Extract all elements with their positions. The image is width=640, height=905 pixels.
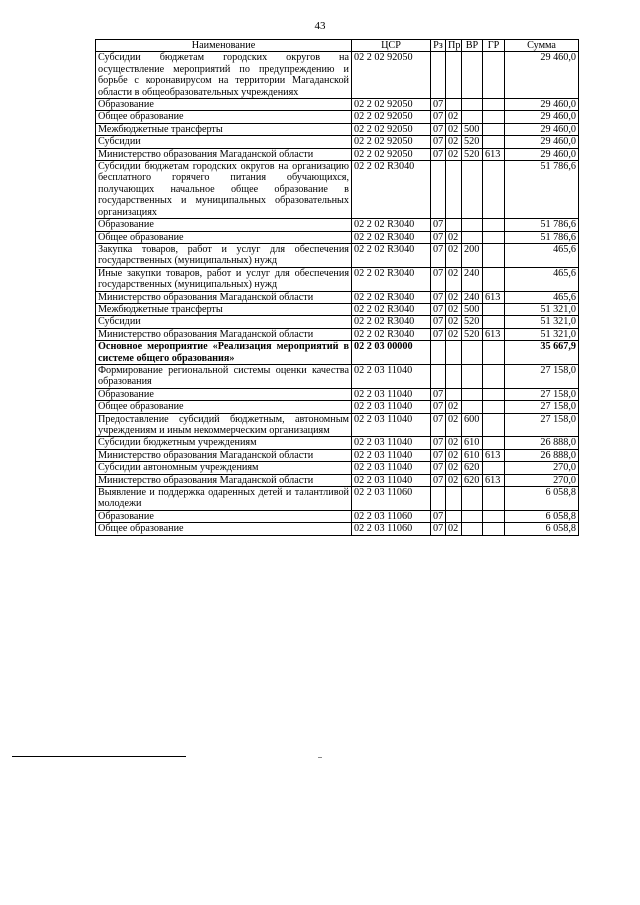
cell-csr: 02 2 03 11040	[352, 413, 431, 437]
cell-csr: 02 2 03 11040	[352, 401, 431, 413]
header-vr: ВР	[462, 40, 483, 52]
cell-rz: 07	[431, 474, 446, 486]
cell-csr: 02 2 03 11040	[352, 437, 431, 449]
cell-sum: 26 888,0	[505, 437, 579, 449]
cell-name: Общее образование	[96, 401, 352, 413]
header-csr: ЦСР	[352, 40, 431, 52]
cell-pr: 02	[446, 136, 462, 148]
cell-vr	[462, 52, 483, 99]
table-row	[96, 388, 579, 400]
cell-name: Выявление и поддержка одаренных детей и талантливой молодежи	[96, 487, 352, 511]
table-row	[96, 462, 579, 474]
cell-vr: 500	[462, 123, 483, 135]
table-row	[96, 487, 579, 511]
cell-csr: 02 2 03 11040	[352, 474, 431, 486]
header-pr: Пр	[446, 40, 462, 52]
cell-csr: 02 2 02 92050	[352, 99, 431, 111]
cell-sum: 29 460,0	[505, 148, 579, 160]
cell-rz: 07	[431, 388, 446, 400]
cell-csr: 02 2 03 11040	[352, 462, 431, 474]
cell-gr: 613	[483, 328, 505, 340]
cell-gr	[483, 462, 505, 474]
cell-vr: 620	[462, 474, 483, 486]
cell-csr: 02 2 02 R3040	[352, 231, 431, 243]
cell-csr: 02 2 02 R3040	[352, 291, 431, 303]
cell-pr	[446, 219, 462, 231]
cell-sum: 465,6	[505, 291, 579, 303]
cell-sum: 27 158,0	[505, 401, 579, 413]
cell-csr: 02 2 03 11060	[352, 510, 431, 522]
cell-vr	[462, 523, 483, 535]
table-row	[96, 161, 579, 219]
table-row	[96, 449, 579, 461]
cell-gr: 613	[483, 449, 505, 461]
cell-name: Образование	[96, 219, 352, 231]
cell-pr: 02	[446, 462, 462, 474]
cell-rz: 07	[431, 267, 446, 291]
cell-gr	[483, 487, 505, 511]
cell-csr: 02 2 02 92050	[352, 123, 431, 135]
cell-vr: 240	[462, 291, 483, 303]
cell-csr: 02 2 02 R3040	[352, 161, 431, 219]
cell-csr: 02 2 03 00000	[352, 341, 431, 365]
budget-table	[95, 39, 579, 536]
cell-csr: 02 2 03 11040	[352, 364, 431, 388]
cell-sum: 27 158,0	[505, 364, 579, 388]
cell-rz: 07	[431, 148, 446, 160]
cell-pr: 02	[446, 123, 462, 135]
cell-csr: 02 2 02 R3040	[352, 303, 431, 315]
cell-gr	[483, 316, 505, 328]
cell-gr	[483, 161, 505, 219]
cell-gr: 613	[483, 291, 505, 303]
cell-name: Субсидии автономным учреждениям	[96, 462, 352, 474]
cell-name: Образование	[96, 99, 352, 111]
cell-gr	[483, 341, 505, 365]
cell-sum: 6 058,8	[505, 487, 579, 511]
cell-csr: 02 2 02 92050	[352, 52, 431, 99]
cell-pr	[446, 388, 462, 400]
cell-vr: 520	[462, 316, 483, 328]
cell-rz	[431, 341, 446, 365]
cell-pr	[446, 487, 462, 511]
cell-gr	[483, 523, 505, 535]
cell-vr: 600	[462, 413, 483, 437]
cell-name: Министерство образования Магаданской области	[96, 328, 352, 340]
cell-vr: 500	[462, 303, 483, 315]
cell-sum: 270,0	[505, 474, 579, 486]
cell-pr: 02	[446, 523, 462, 535]
table-row	[96, 328, 579, 340]
cell-csr: 02 2 03 11060	[352, 487, 431, 511]
table-body	[96, 52, 579, 535]
cell-sum: 29 460,0	[505, 136, 579, 148]
cell-sum: 26 888,0	[505, 449, 579, 461]
cell-rz	[431, 364, 446, 388]
cell-vr	[462, 231, 483, 243]
cell-sum: 29 460,0	[505, 111, 579, 123]
cell-rz	[431, 161, 446, 219]
header-sum: Сумма	[505, 40, 579, 52]
cell-pr: 02	[446, 267, 462, 291]
cell-gr	[483, 123, 505, 135]
cell-name: Образование	[96, 388, 352, 400]
cell-pr	[446, 161, 462, 219]
cell-rz: 07	[431, 437, 446, 449]
cell-vr: 240	[462, 267, 483, 291]
table-row	[96, 510, 579, 522]
header-gr: ГР	[483, 40, 505, 52]
cell-pr	[446, 52, 462, 99]
cell-gr	[483, 437, 505, 449]
cell-csr: 02 2 02 92050	[352, 136, 431, 148]
cell-pr: 02	[446, 291, 462, 303]
table-row	[96, 437, 579, 449]
cell-pr	[446, 364, 462, 388]
cell-gr	[483, 99, 505, 111]
cell-vr	[462, 341, 483, 365]
cell-name: Министерство образования Магаданской области	[96, 148, 352, 160]
table-row	[96, 243, 579, 267]
page-number: 43	[314, 20, 326, 32]
cell-sum: 465,6	[505, 267, 579, 291]
cell-gr	[483, 243, 505, 267]
cell-sum: 51 786,6	[505, 161, 579, 219]
scan-mark	[318, 757, 322, 758]
cell-gr	[483, 303, 505, 315]
table-row	[96, 111, 579, 123]
cell-sum: 29 460,0	[505, 99, 579, 111]
cell-csr: 02 2 03 11040	[352, 449, 431, 461]
table-row	[96, 413, 579, 437]
cell-sum: 51 321,0	[505, 303, 579, 315]
cell-sum: 51 786,6	[505, 231, 579, 243]
table-header-row	[96, 40, 579, 52]
table-row	[96, 523, 579, 535]
cell-gr	[483, 231, 505, 243]
table-row	[96, 364, 579, 388]
cell-vr	[462, 364, 483, 388]
cell-name: Субсидии	[96, 316, 352, 328]
cell-pr: 02	[446, 148, 462, 160]
cell-vr	[462, 111, 483, 123]
table-row	[96, 303, 579, 315]
cell-sum: 29 460,0	[505, 52, 579, 99]
cell-rz: 07	[431, 136, 446, 148]
cell-pr	[446, 341, 462, 365]
cell-vr: 620	[462, 462, 483, 474]
cell-sum: 27 158,0	[505, 388, 579, 400]
cell-vr	[462, 388, 483, 400]
cell-name: Общее образование	[96, 111, 352, 123]
cell-sum: 51 321,0	[505, 316, 579, 328]
cell-rz: 07	[431, 510, 446, 522]
cell-rz	[431, 52, 446, 99]
cell-vr	[462, 99, 483, 111]
cell-gr	[483, 52, 505, 99]
cell-csr: 02 2 02 92050	[352, 148, 431, 160]
cell-rz: 07	[431, 328, 446, 340]
cell-vr: 610	[462, 449, 483, 461]
cell-gr	[483, 364, 505, 388]
cell-name: Министерство образования Магаданской области	[96, 291, 352, 303]
cell-name: Межбюджетные трансферты	[96, 303, 352, 315]
header-rz: Рз	[431, 40, 446, 52]
cell-pr: 02	[446, 316, 462, 328]
table-row	[96, 52, 579, 99]
cell-rz: 07	[431, 449, 446, 461]
cell-gr	[483, 267, 505, 291]
cell-name: Общее образование	[96, 523, 352, 535]
cell-rz: 07	[431, 413, 446, 437]
cell-rz: 07	[431, 291, 446, 303]
cell-rz: 07	[431, 123, 446, 135]
cell-vr	[462, 487, 483, 511]
table-row	[96, 474, 579, 486]
cell-rz: 07	[431, 111, 446, 123]
cell-sum: 51 321,0	[505, 328, 579, 340]
cell-name: Предоставление субсидий бюджетным, автономным учреждениям и иным некоммерческим организациям	[96, 413, 352, 437]
cell-name: Основное мероприятие «Реализация мероприятий в системе общего образования»	[96, 341, 352, 365]
cell-pr: 02	[446, 437, 462, 449]
cell-csr: 02 2 03 11060	[352, 523, 431, 535]
table-row	[96, 136, 579, 148]
cell-sum: 35 667,9	[505, 341, 579, 365]
table-row	[96, 267, 579, 291]
table-row	[96, 401, 579, 413]
cell-rz: 07	[431, 243, 446, 267]
cell-sum: 465,6	[505, 243, 579, 267]
cell-csr: 02 2 02 92050	[352, 111, 431, 123]
cell-gr	[483, 413, 505, 437]
table-row	[96, 316, 579, 328]
cell-name: Формирование региональной системы оценки качества образования	[96, 364, 352, 388]
table-row	[96, 341, 579, 365]
table-row	[96, 291, 579, 303]
cell-pr	[446, 99, 462, 111]
cell-pr: 02	[446, 474, 462, 486]
cell-rz: 07	[431, 303, 446, 315]
cell-pr: 02	[446, 111, 462, 123]
cell-rz: 07	[431, 231, 446, 243]
cell-name: Министерство образования Магаданской области	[96, 449, 352, 461]
cell-sum: 6 058,8	[505, 510, 579, 522]
cell-pr: 02	[446, 449, 462, 461]
cell-name: Образование	[96, 510, 352, 522]
cell-vr	[462, 401, 483, 413]
cell-vr: 520	[462, 136, 483, 148]
cell-rz: 07	[431, 316, 446, 328]
cell-sum: 6 058,8	[505, 523, 579, 535]
cell-csr: 02 2 02 R3040	[352, 243, 431, 267]
cell-pr	[446, 510, 462, 522]
cell-pr: 02	[446, 243, 462, 267]
table-row	[96, 231, 579, 243]
cell-rz	[431, 487, 446, 511]
cell-rz: 07	[431, 523, 446, 535]
cell-vr	[462, 219, 483, 231]
cell-gr: 613	[483, 148, 505, 160]
cell-gr	[483, 219, 505, 231]
cell-csr: 02 2 03 11040	[352, 388, 431, 400]
header-name: Наименование	[96, 40, 352, 52]
cell-rz: 07	[431, 401, 446, 413]
cell-gr	[483, 111, 505, 123]
cell-name: Закупка товаров, работ и услуг для обеспечения государственных (муниципальных) нужд	[96, 243, 352, 267]
cell-gr	[483, 510, 505, 522]
cell-name: Субсидии бюджетным учреждениям	[96, 437, 352, 449]
cell-rz: 07	[431, 99, 446, 111]
table-row	[96, 148, 579, 160]
table-row	[96, 123, 579, 135]
footnote-separator-line	[12, 756, 186, 757]
cell-vr	[462, 510, 483, 522]
cell-gr	[483, 136, 505, 148]
cell-name: Межбюджетные трансферты	[96, 123, 352, 135]
cell-gr	[483, 388, 505, 400]
cell-pr: 02	[446, 328, 462, 340]
cell-vr	[462, 161, 483, 219]
cell-csr: 02 2 02 R3040	[352, 316, 431, 328]
cell-pr: 02	[446, 401, 462, 413]
cell-name: Субсидии	[96, 136, 352, 148]
cell-gr	[483, 401, 505, 413]
cell-pr: 02	[446, 413, 462, 437]
cell-csr: 02 2 02 R3040	[352, 219, 431, 231]
cell-rz: 07	[431, 219, 446, 231]
cell-vr: 520	[462, 148, 483, 160]
cell-pr: 02	[446, 303, 462, 315]
cell-sum: 27 158,0	[505, 413, 579, 437]
table-row	[96, 219, 579, 231]
cell-name: Иные закупки товаров, работ и услуг для обеспечения государственных (муниципальных) нужд	[96, 267, 352, 291]
cell-gr: 613	[483, 474, 505, 486]
cell-vr: 610	[462, 437, 483, 449]
table-row	[96, 99, 579, 111]
cell-sum: 270,0	[505, 462, 579, 474]
cell-rz: 07	[431, 462, 446, 474]
cell-name: Министерство образования Магаданской области	[96, 474, 352, 486]
cell-csr: 02 2 02 R3040	[352, 328, 431, 340]
cell-name: Субсидии бюджетам городских округов на осуществление мероприятий по предупреждению и борьбе с коронавирусом на территории Магаданской области в общеобразовательных учреждениях	[96, 52, 352, 99]
cell-vr: 520	[462, 328, 483, 340]
cell-sum: 29 460,0	[505, 123, 579, 135]
cell-pr: 02	[446, 231, 462, 243]
cell-sum: 51 786,6	[505, 219, 579, 231]
cell-name: Общее образование	[96, 231, 352, 243]
cell-csr: 02 2 02 R3040	[352, 267, 431, 291]
cell-vr: 200	[462, 243, 483, 267]
cell-name: Субсидии бюджетам городских округов на организацию бесплатного горячего питания обучающихся, получающих начальное общее образование в государственных и муниципальных образовательных организациях	[96, 161, 352, 219]
